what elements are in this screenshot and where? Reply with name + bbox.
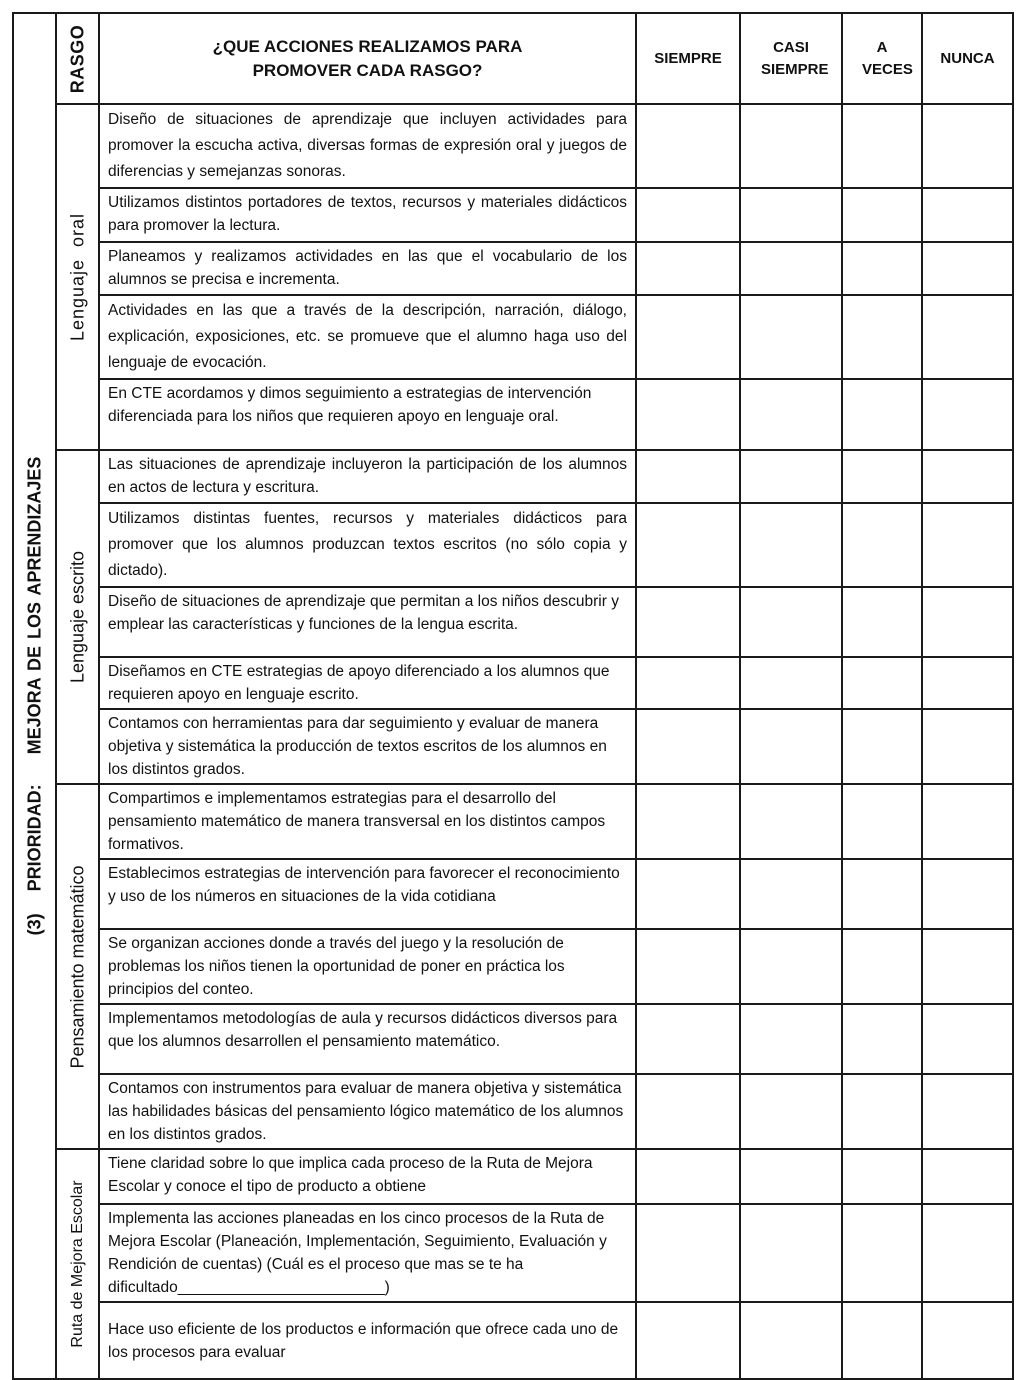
action-text: Contamos con instrumentos para evaluar de manera objetiva y sistemática las habilidades básicas del pensamiento lógico matemático de los alumnos en los distintos grados. bbox=[99, 1074, 636, 1149]
answer-casi-siempre[interactable] bbox=[740, 503, 842, 587]
answer-a-veces[interactable] bbox=[842, 859, 922, 929]
answer-siempre[interactable] bbox=[636, 929, 740, 1004]
section-lenguaje-oral bbox=[56, 104, 99, 450]
table-row bbox=[13, 1302, 1013, 1379]
answer-casi-siempre[interactable] bbox=[740, 104, 842, 188]
table-row bbox=[13, 1149, 1013, 1204]
answer-siempre[interactable] bbox=[636, 450, 740, 503]
answer-a-veces[interactable] bbox=[842, 657, 922, 709]
answer-a-veces[interactable] bbox=[842, 1074, 922, 1149]
action-text: Hace uso eficiente de los productos e información que ofrece cada uno de los procesos para evaluar bbox=[99, 1302, 636, 1379]
rasgo-header-label: RASGO bbox=[67, 24, 87, 93]
answer-siempre[interactable] bbox=[636, 104, 740, 188]
table-row bbox=[13, 784, 1013, 859]
answer-siempre[interactable] bbox=[636, 657, 740, 709]
table-row bbox=[13, 709, 1013, 784]
table-row bbox=[13, 1074, 1013, 1149]
action-text: Se organizan acciones donde a través del juego y la resolución de problemas los niños tienen la oportunidad de poner en práctica los principios del conteo. bbox=[99, 929, 636, 1004]
answer-a-veces[interactable] bbox=[842, 1204, 922, 1302]
answer-casi-siempre[interactable] bbox=[740, 450, 842, 503]
answer-casi-siempre[interactable] bbox=[740, 1204, 842, 1302]
action-text: En CTE acordamos y dimos seguimiento a estrategias de intervención diferenciada para los niños que requieren apoyo en lenguaje oral. bbox=[99, 379, 636, 450]
action-text: Actividades en las que a través de la descripción, narración, diálogo, explicación, exposiciones, etc. se promueve que el alumno haga uso del lenguaje de evocación. bbox=[99, 295, 636, 379]
answer-a-veces[interactable] bbox=[842, 295, 922, 379]
section-lenguaje-escrito bbox=[56, 450, 99, 784]
answer-siempre[interactable] bbox=[636, 1149, 740, 1204]
action-text: Las situaciones de aprendizaje incluyeron la participación de los alumnos en actos de lectura y escritura. bbox=[99, 450, 636, 503]
table-row bbox=[13, 1004, 1013, 1074]
answer-a-veces[interactable] bbox=[842, 242, 922, 295]
answer-siempre[interactable] bbox=[636, 859, 740, 929]
header-a-veces bbox=[842, 13, 922, 104]
action-text: Diseño de situaciones de aprendizaje que incluyen actividades para promover la escucha activa, diversas formas de expresión oral y juegos de diferencias y semejanzas sonoras. bbox=[99, 104, 636, 188]
table-row bbox=[13, 379, 1013, 450]
answer-nunca[interactable] bbox=[922, 709, 1013, 784]
action-text: Contamos con herramientas para dar seguimiento y evaluar de manera objetiva y sistemática la producción de textos escritos de los alumnos en los distintos grados. bbox=[99, 709, 636, 784]
answer-casi-siempre[interactable] bbox=[740, 859, 842, 929]
action-text: Establecimos estrategias de intervención para favorecer el reconocimiento y uso de los números en situaciones de la vida cotidiana bbox=[99, 859, 636, 929]
answer-siempre[interactable] bbox=[636, 1074, 740, 1149]
answer-casi-siempre[interactable] bbox=[740, 784, 842, 859]
priority-name: MEJORA DE LOS APRENDIZAJES bbox=[24, 456, 44, 755]
answer-a-veces[interactable] bbox=[842, 784, 922, 859]
table-row bbox=[13, 929, 1013, 1004]
answer-siempre[interactable] bbox=[636, 503, 740, 587]
answer-casi-siempre[interactable] bbox=[740, 587, 842, 657]
section-pensamiento-matematico bbox=[56, 784, 99, 1149]
answer-casi-siempre[interactable] bbox=[740, 1004, 842, 1074]
answer-nunca[interactable] bbox=[922, 379, 1013, 450]
answer-nunca[interactable] bbox=[922, 1149, 1013, 1204]
answer-casi-siempre[interactable] bbox=[740, 379, 842, 450]
answer-siempre[interactable] bbox=[636, 1302, 740, 1379]
section-label: Lenguaje escrito bbox=[67, 550, 87, 684]
answer-siempre[interactable] bbox=[636, 1204, 740, 1302]
answer-siempre[interactable] bbox=[636, 295, 740, 379]
answer-casi-siempre[interactable] bbox=[740, 709, 842, 784]
answer-casi-siempre[interactable] bbox=[740, 1149, 842, 1204]
answer-nunca[interactable] bbox=[922, 1204, 1013, 1302]
section-label: Ruta de Mejora Escolar bbox=[68, 1180, 86, 1348]
answer-casi-siempre[interactable] bbox=[740, 242, 842, 295]
priority-cell bbox=[13, 13, 56, 1379]
answer-nunca[interactable] bbox=[922, 242, 1013, 295]
answer-nunca[interactable] bbox=[922, 1004, 1013, 1074]
answer-siempre[interactable] bbox=[636, 1004, 740, 1074]
answer-a-veces[interactable] bbox=[842, 104, 922, 188]
table-row bbox=[13, 242, 1013, 295]
answer-casi-siempre[interactable] bbox=[740, 929, 842, 1004]
table-row bbox=[13, 859, 1013, 929]
answer-nunca[interactable] bbox=[922, 1074, 1013, 1149]
answer-siempre[interactable] bbox=[636, 784, 740, 859]
table-row bbox=[13, 657, 1013, 709]
actions-header-line1: ¿QUE ACCIONES REALIZAMOS PARA bbox=[212, 36, 523, 56]
answer-nunca[interactable] bbox=[922, 657, 1013, 709]
answer-nunca[interactable] bbox=[922, 859, 1013, 929]
answer-nunca[interactable] bbox=[922, 188, 1013, 242]
header-row bbox=[13, 13, 1013, 104]
action-text: Planeamos y realizamos actividades en las que el vocabulario de los alumnos se precisa e incrementa. bbox=[99, 242, 636, 295]
header-nunca: NUNCA bbox=[922, 13, 1013, 104]
answer-nunca[interactable] bbox=[922, 295, 1013, 379]
table-row bbox=[13, 188, 1013, 242]
answer-nunca[interactable] bbox=[922, 784, 1013, 859]
answer-a-veces[interactable] bbox=[842, 709, 922, 784]
action-text: Utilizamos distintas fuentes, recursos y materiales didácticos para promover que los alumnos produzcan textos escritos (no sólo copia y dictado). bbox=[99, 503, 636, 587]
answer-siempre[interactable] bbox=[636, 709, 740, 784]
action-text: Tiene claridad sobre lo que implica cada proceso de la Ruta de Mejora Escolar y conoce el tipo de producto a obtiene bbox=[99, 1149, 636, 1204]
action-text: Utilizamos distintos portadores de textos, recursos y materiales didácticos para promover la lectura. bbox=[99, 188, 636, 242]
table-row bbox=[13, 450, 1013, 503]
header-siempre: SIEMPRE bbox=[636, 13, 740, 104]
actions-header-line2: PROMOVER CADA RASGO? bbox=[252, 60, 483, 80]
answer-nunca[interactable] bbox=[922, 104, 1013, 188]
answer-a-veces[interactable] bbox=[842, 1004, 922, 1074]
answer-siempre[interactable] bbox=[636, 188, 740, 242]
section-ruta-de-mejora bbox=[56, 1149, 99, 1379]
answer-casi-siempre[interactable] bbox=[740, 188, 842, 242]
answer-nunca[interactable] bbox=[922, 929, 1013, 1004]
action-text: Diseño de situaciones de aprendizaje que permitan a los niños descubrir y emplear las características y funciones de la lengua escrita. bbox=[99, 587, 636, 657]
section-label: Pensamiento matemático bbox=[67, 864, 87, 1069]
answer-nunca[interactable] bbox=[922, 450, 1013, 503]
action-text: Diseñamos en CTE estrategias de apoyo diferenciado a los alumnos que requieren apoyo en lenguaje escrito. bbox=[99, 657, 636, 709]
answer-siempre[interactable] bbox=[636, 587, 740, 657]
header-a-veces-label: A VECES bbox=[862, 38, 913, 78]
answer-siempre[interactable] bbox=[636, 242, 740, 295]
answer-casi-siempre[interactable] bbox=[740, 1302, 842, 1379]
answer-a-veces[interactable] bbox=[842, 1149, 922, 1204]
survey-sheet bbox=[12, 12, 1012, 1361]
action-text: Compartimos e implementamos estrategias para el desarrollo del pensamiento matemático de manera transversal en los distintos campos formativos. bbox=[99, 784, 636, 859]
answer-casi-siempre[interactable] bbox=[740, 1074, 842, 1149]
priority-number: (3) bbox=[24, 913, 44, 936]
answer-a-veces[interactable] bbox=[842, 503, 922, 587]
priority-title bbox=[24, 457, 45, 936]
table-row bbox=[13, 295, 1013, 379]
answer-a-veces[interactable] bbox=[842, 188, 922, 242]
action-text: Implementamos metodologías de aula y recursos didácticos diversos para que los alumnos desarrollen el pensamiento matemático. bbox=[99, 1004, 636, 1074]
answer-a-veces[interactable] bbox=[842, 587, 922, 657]
answer-a-veces[interactable] bbox=[842, 929, 922, 1004]
table-row bbox=[13, 503, 1013, 587]
answer-a-veces[interactable] bbox=[842, 450, 922, 503]
table-row bbox=[13, 1204, 1013, 1302]
header-casi-siempre-label: CASI SIEMPRE bbox=[761, 38, 829, 78]
table-row bbox=[13, 587, 1013, 657]
priority-label: PRIORIDAD: bbox=[24, 784, 44, 892]
action-text: Implementa las acciones planeadas en los cinco procesos de la Ruta de Mejora Escolar (Planeación, Implementación, Seguimiento, Evaluación y Rendición de cuentas) (Cuál es el proceso que mas se te ha dificultado________________________) bbox=[99, 1204, 636, 1302]
actions-header bbox=[99, 13, 636, 104]
answer-siempre[interactable] bbox=[636, 379, 740, 450]
answer-nunca[interactable] bbox=[922, 587, 1013, 657]
rasgo-header bbox=[56, 13, 99, 104]
section-label: Lenguaje oral bbox=[67, 212, 87, 342]
answer-a-veces[interactable] bbox=[842, 379, 922, 450]
answer-nunca[interactable] bbox=[922, 1302, 1013, 1379]
answer-casi-siempre[interactable] bbox=[740, 657, 842, 709]
answer-a-veces[interactable] bbox=[842, 1302, 922, 1379]
table-row bbox=[13, 104, 1013, 188]
header-casi-siempre bbox=[740, 13, 842, 104]
evaluation-table bbox=[12, 12, 1014, 1380]
answer-nunca[interactable] bbox=[922, 503, 1013, 587]
answer-casi-siempre[interactable] bbox=[740, 295, 842, 379]
